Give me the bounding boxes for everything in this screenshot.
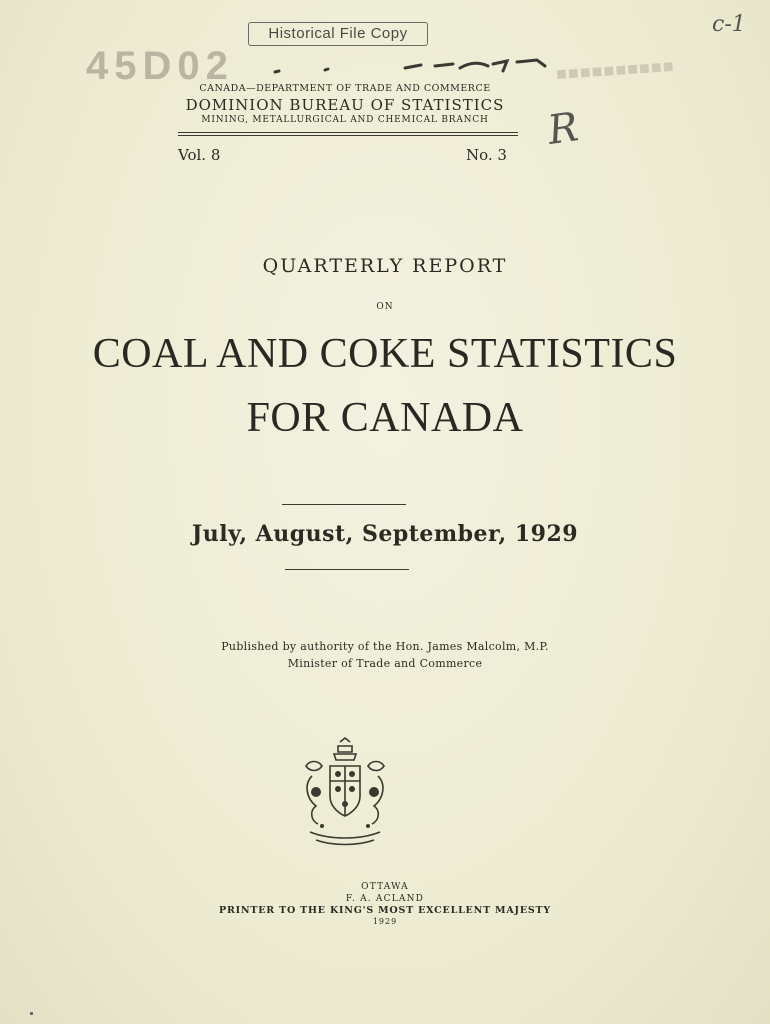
historical-file-copy-stamp: Historical File Copy (248, 22, 428, 46)
volume-number: Vol. 8 (178, 146, 221, 164)
corner-handwritten-note: c-1 (712, 12, 746, 37)
library-stamp-ghost: ■■■■■■■■■■ (555, 55, 676, 85)
handwritten-scrawl (255, 56, 565, 78)
imprint-city: OTTAWA (361, 882, 409, 892)
handwritten-mark: R (544, 104, 582, 154)
header-rule-bottom (178, 135, 518, 136)
issue-number: No. 3 (466, 146, 507, 164)
authority-line: Published by authority of the Hon. James Malcolm, M.P. (221, 640, 549, 653)
department-line: CANADA—DEPARTMENT OF TRADE AND COMMERCE (199, 83, 491, 94)
main-title-line-1: COAL AND COKE STATISTICS (92, 331, 678, 377)
royal-coat-of-arms-emblem (292, 736, 398, 852)
report-type: QUARTERLY REPORT (262, 255, 508, 277)
scan-speck (30, 1012, 33, 1015)
main-title-line-2: FOR CANADA (246, 395, 524, 441)
imprint-year: 1929 (372, 917, 398, 926)
title-connector: ON (376, 302, 394, 312)
branch-name: MINING, METALLURGICAL AND CHEMICAL BRANCH (201, 115, 489, 125)
accession-number-stamp: 45D02 (86, 44, 234, 88)
header-rule-top (178, 132, 518, 133)
period-rule-top (282, 504, 406, 505)
bureau-name: DOMINION BUREAU OF STATISTICS (185, 96, 505, 114)
period-rule-bottom (285, 569, 409, 570)
report-period: July, August, September, 1929 (191, 521, 579, 547)
minister-title: Minister of Trade and Commerce (287, 657, 483, 670)
imprint-printer-title: PRINTER TO THE KING'S MOST EXCELLENT MAJESTY (219, 905, 551, 916)
imprint-printer-name: F. A. ACLAND (345, 894, 425, 904)
